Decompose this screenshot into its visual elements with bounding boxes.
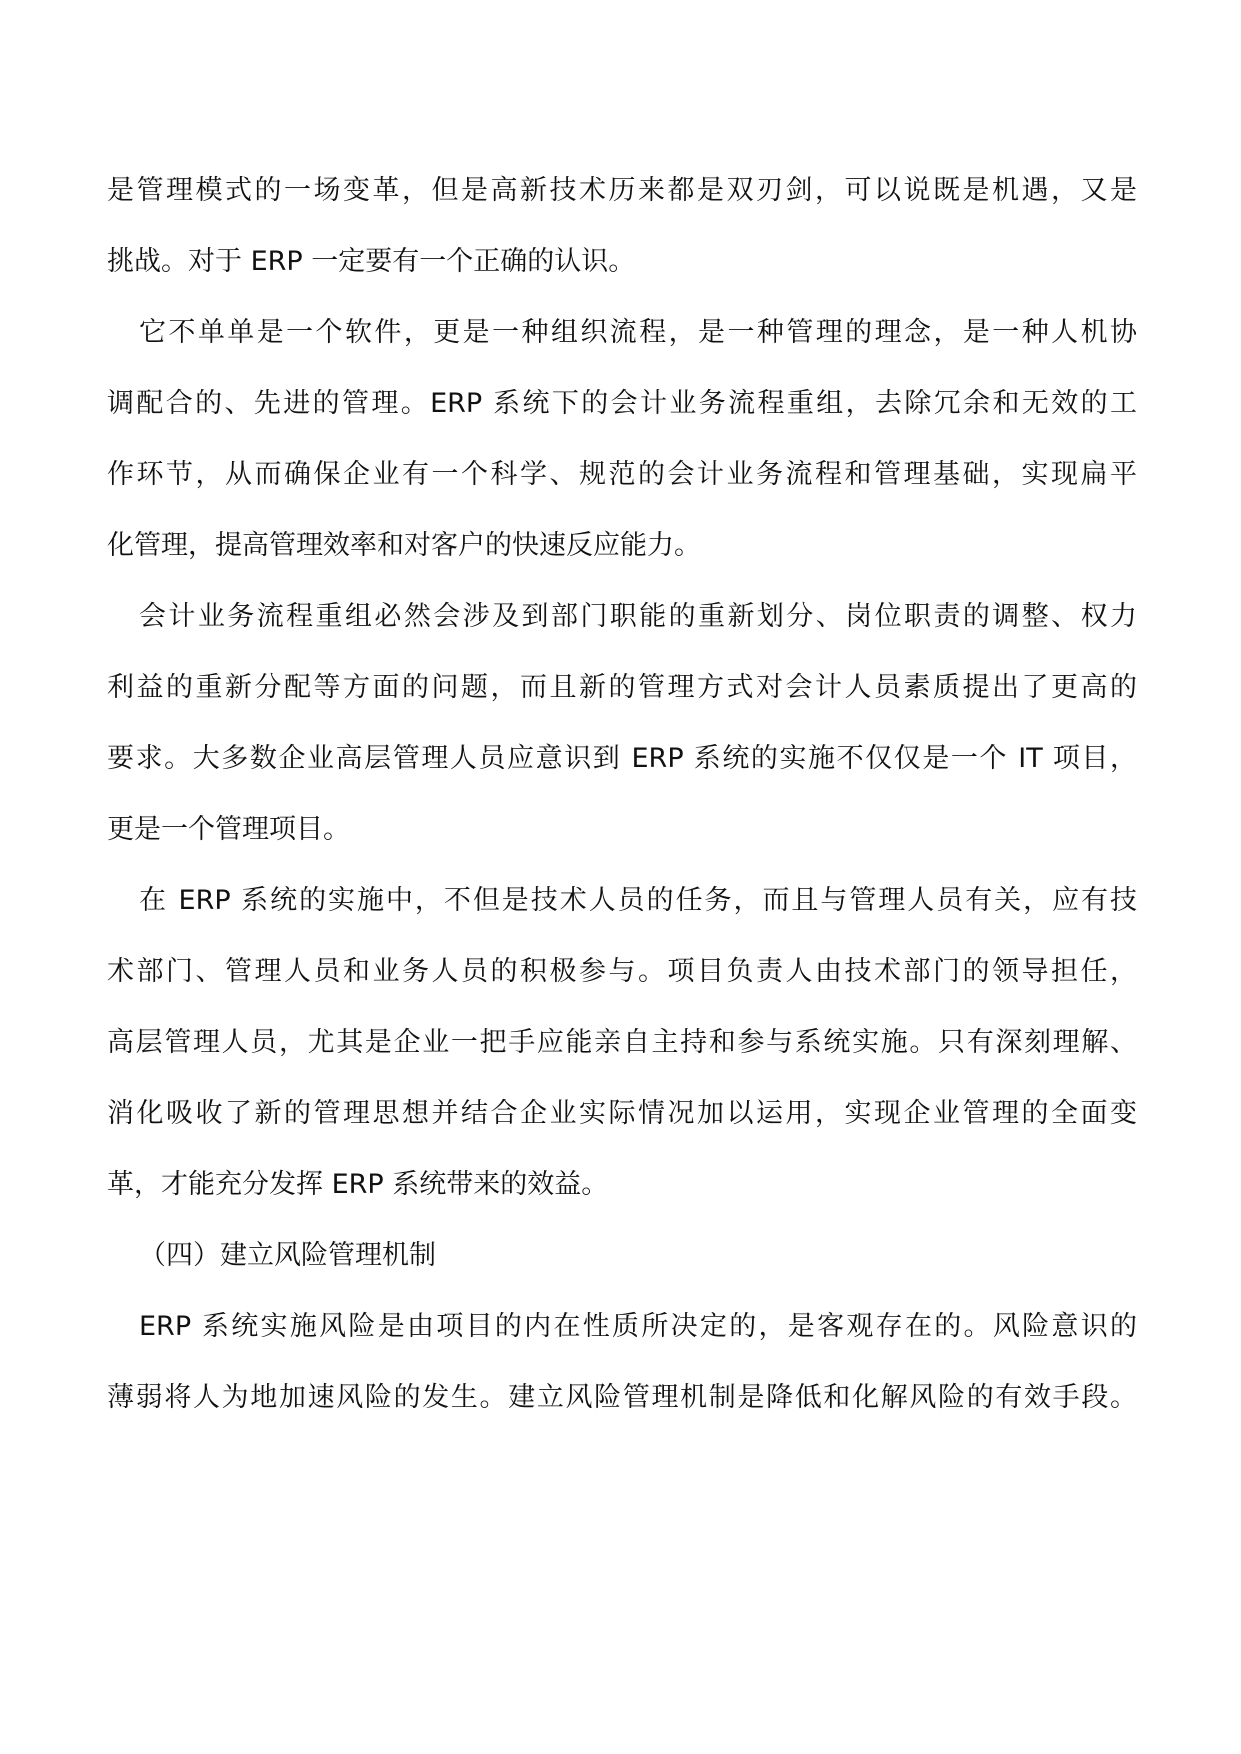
text-line: 消化吸收了新的管理思想并结合企业实际情况加以运用，实现企业管理的全面变 xyxy=(107,1098,1137,1129)
text-line: 作环节，从而确保企业有一个科学、规范的会计业务流程和管理基础，实现扁平 xyxy=(107,459,1137,490)
text-line: 它不单单是一个软件，更是一种组织流程，是一种管理的理念，是一种人机协 xyxy=(139,317,1137,348)
section-heading: （四）建立风险管理机制 xyxy=(139,1240,436,1271)
text-line: 利益的重新分配等方面的问题，而且新的管理方式对会计人员素质提出了更高的 xyxy=(107,672,1137,703)
text-line: 挑战。对于 ERP 一定要有一个正确的认识。 xyxy=(107,246,636,277)
text-line: 化管理，提高管理效率和对客户的快速反应能力。 xyxy=(107,530,701,561)
text-line: 在 ERP 系统的实施中，不但是技术人员的任务，而且与管理人员有关，应有技 xyxy=(139,885,1137,916)
text-line: 术部门、管理人员和业务人员的积极参与。项目负责人由技术部门的领导担任， xyxy=(107,956,1137,987)
text-line: 会计业务流程重组必然会涉及到部门职能的重新划分、岗位职责的调整、权力 xyxy=(139,601,1137,632)
text-line: 薄弱将人为地加速风险的发生。建立风险管理机制是降低和化解风险的有效手段。 xyxy=(107,1382,1137,1413)
text-line: 更是一个管理项目。 xyxy=(107,814,350,845)
text-line: 革，才能充分发挥 ERP 系统带来的效益。 xyxy=(107,1169,609,1200)
text-line: 是管理模式的一场变革，但是高新技术历来都是双刃剑，可以说既是机遇，又是 xyxy=(107,175,1137,206)
text-line: ERP 系统实施风险是由项目的内在性质所决定的，是客观存在的。风险意识的 xyxy=(139,1311,1137,1342)
text-line: 调配合的、先进的管理。ERP 系统下的会计业务流程重组，去除冗余和无效的工 xyxy=(107,388,1137,419)
text-line: 要求。大多数企业高层管理人员应意识到 ERP 系统的实施不仅仅是一个 IT 项目， xyxy=(107,743,1137,774)
text-line: 高层管理人员，尤其是企业一把手应能亲自主持和参与系统实施。只有深刻理解、 xyxy=(107,1027,1137,1058)
